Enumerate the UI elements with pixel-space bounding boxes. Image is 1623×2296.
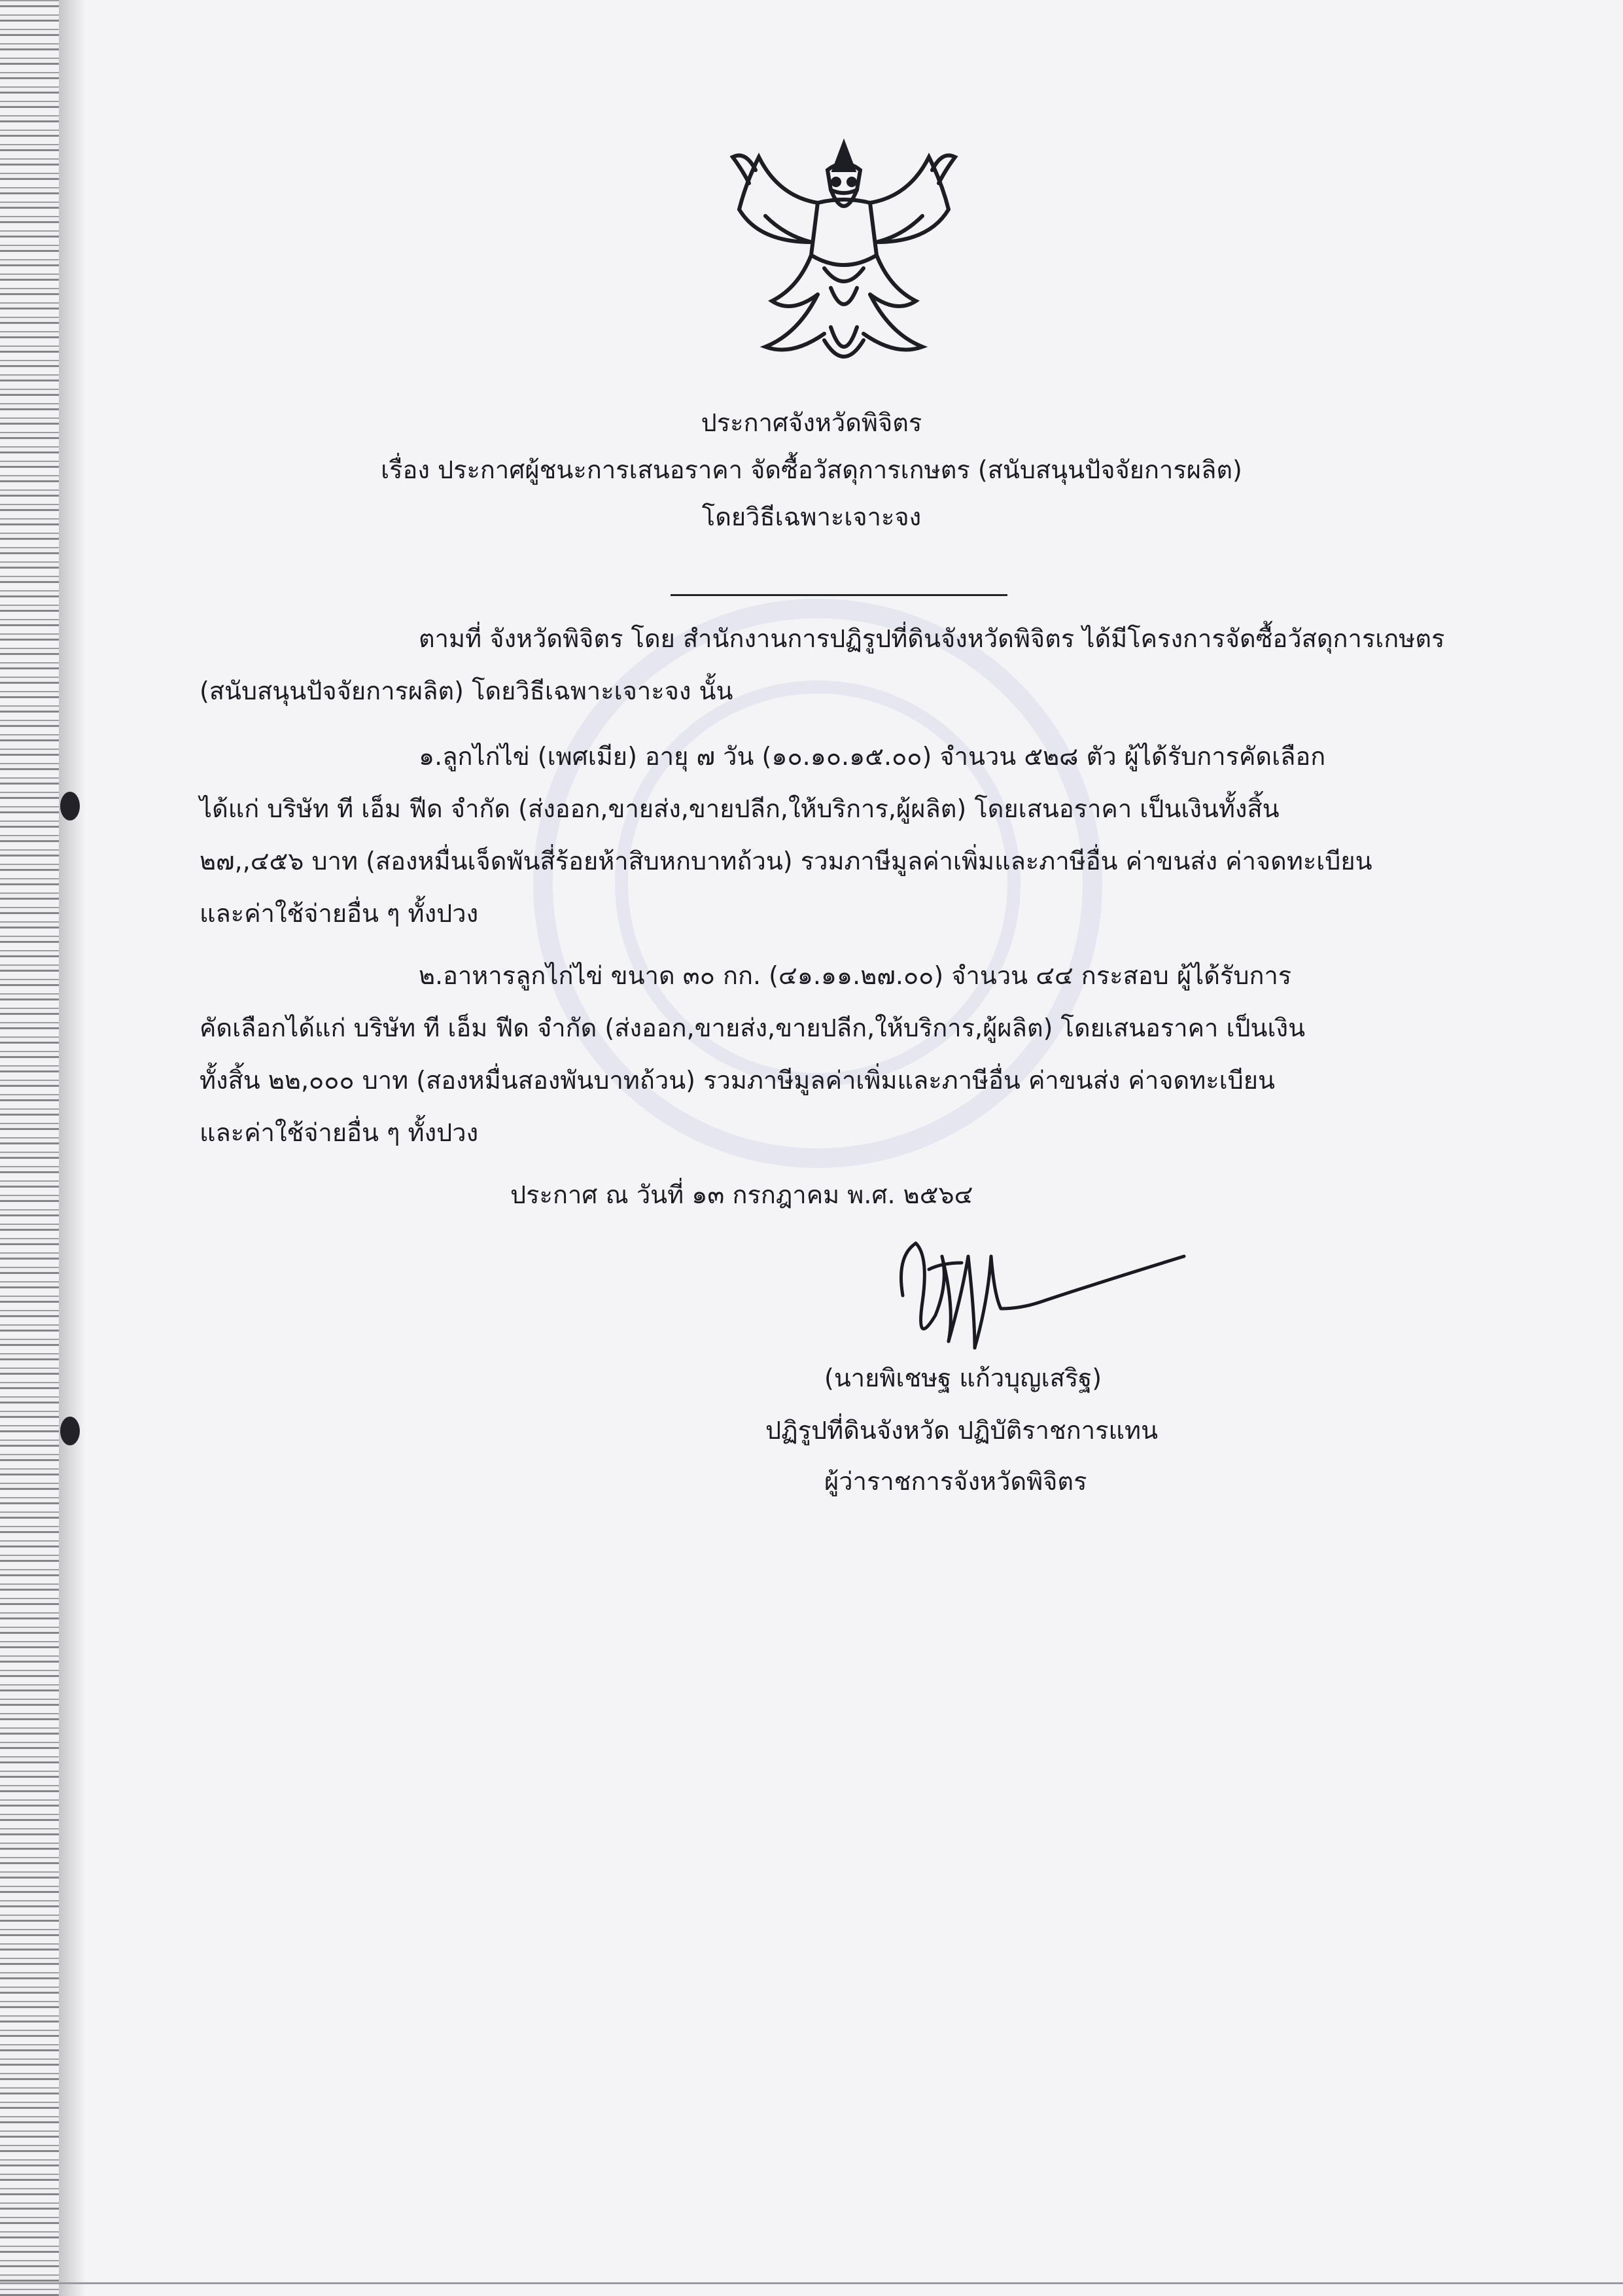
announcement-date: ประกาศ ณ วันที่ ๑๓ กรกฎาคม พ.ศ. ๒๕๖๔ xyxy=(510,1180,973,1209)
signer-position: ปฏิรูปที่ดินจังหวัด ปฏิบัติราชการแทน xyxy=(765,1416,1159,1445)
garuda-emblem-icon xyxy=(720,131,968,380)
signer-position: ผู้ว่าราชการจังหวัดพิจิตร xyxy=(824,1467,1087,1496)
item1-line: ได้แก่ บริษัท ที เอ็ม ฟีด จำกัด (ส่งออก,ขายส่ง,ขายปลีก,ให้บริการ,ผู้ผลิต) โดยเสนอราคา เป็นเงินทั้งสิ้น xyxy=(200,794,1280,823)
item2-line: คัดเลือกได้แก่ บริษัท ที เอ็ม ฟีด จำกัด (ส่งออก,ขายส่ง,ขายปลีก,ให้บริการ,ผู้ผลิต) โดยเสนอราคา เป็นเงิน xyxy=(200,1014,1306,1042)
signer-name: (นายพิเชษฐ แก้วบุญเสริฐ) xyxy=(824,1364,1102,1392)
item1-line: ๑.ลูกไก่ไข่ (เพศเมีย) อายุ ๗ วัน (๑๐.๑๐.๑๕.๐๐) จำนวน ๕๒๘ ตัว ผู้ได้รับการคัดเลือก xyxy=(419,742,1326,771)
intro-paragraph-line: (สนับสนุนปัจจัยการผลิต) โดยวิธีเฉพาะเจาะจง นั้น xyxy=(200,677,733,705)
document-subject: เรื่อง ประกาศผู้ชนะการเสนอราคา จัดซื้อวัสดุการเกษตร (สนับสนุนปัจจัยการผลิต) xyxy=(381,455,1242,484)
intro-paragraph-line: ตามที่ จังหวัดพิจิตร โดย สำนักงานการปฏิรูปที่ดินจังหวัดพิจิตร ได้มีโครงการจัดซื้อวัสดุการเกษตร xyxy=(419,624,1445,653)
title-divider xyxy=(671,594,1007,596)
document-subject-cont: โดยวิธีเฉพาะเจาะจง xyxy=(701,503,922,531)
scan-edge-artifact xyxy=(0,0,59,2296)
item1-line: ๒๗,,๔๕๖ บาท (สองหมื่นเจ็ดพันสี่ร้อยห้าสิบหกบาทถ้วน) รวมภาษีมูลค่าเพิ่มและภาษีอื่น ค่าขนส่ง ค่าจดทะเบียน xyxy=(200,847,1372,875)
item1-line: และค่าใช้จ่ายอื่น ๆ ทั้งปวง xyxy=(200,899,479,928)
item2-line: ๒.อาหารลูกไก่ไข่ ขนาด ๓๐ กก. (๔๑.๑๑.๒๗.๐๐) จำนวน ๔๔ กระสอบ ผู้ได้รับการ xyxy=(419,961,1292,990)
punch-hole xyxy=(60,1417,80,1445)
item2-line: และค่าใช้จ่ายอื่น ๆ ทั้งปวง xyxy=(200,1118,479,1147)
punch-hole xyxy=(60,792,80,821)
page-bottom-edge xyxy=(0,2282,1623,2284)
document-title: ประกาศจังหวัดพิจิตร xyxy=(701,408,922,437)
item2-line: ทั้งสิ้น ๒๒,๐๐๐ บาท (สองหมื่นสองพันบาทถ้วน) รวมภาษีมูลค่าเพิ่มและภาษีอื่น ค่าขนส่ง ค่าจดทะเบียน xyxy=(200,1066,1276,1095)
handwritten-signature xyxy=(877,1217,1204,1368)
scan-shadow xyxy=(59,0,85,2296)
